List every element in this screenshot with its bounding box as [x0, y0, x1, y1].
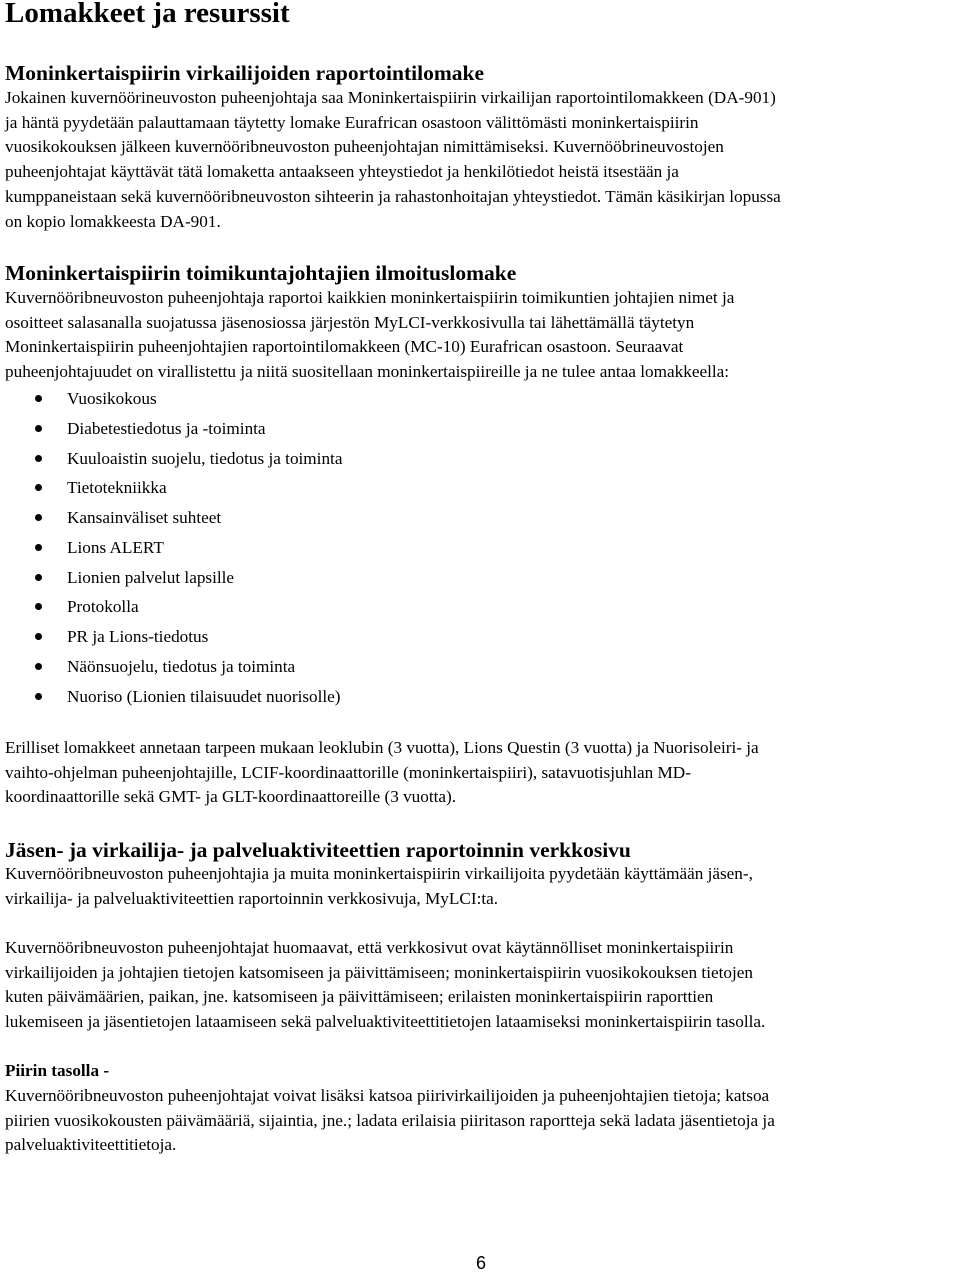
section-paragraph-website-usage [5, 936, 957, 1035]
page-title: Lomakkeet ja resurssit [5, 0, 290, 29]
text-line: ja häntä pyydetään palauttamaan täytetty lomake Eurafrican osastoon välittömästi moninkertaispiirin [5, 112, 699, 132]
text-line: Kuvernööribneuvoston puheenjohtaja raportoi kaikkien moninkertaispiirin toimikuntien johtajien nimet ja [5, 288, 735, 307]
text-line: on kopio lomakkeesta DA-901. [5, 211, 221, 231]
text-line: osoitteet salasanalla suojatussa jäsenosiossa järjestön MyLCI-verkkosivulla tai lähettämällä täytetyn [5, 312, 695, 332]
text-line: Moninkertaispiirin puheenjohtajien raportointilomakkeen (MC-10) Eurafrican osastoon. Seuraavat [5, 337, 684, 357]
section-heading-reporting-website: Jäsen- ja virkailija- ja palveluaktiviteettien raportoinnin verkkosivu [5, 838, 631, 862]
text-line: Kuvernööribneuvoston puheenjohtajat huomaavat, että verkkosivut ovat käytännölliset moninkertaispiirin [5, 938, 734, 957]
bullet-icon [35, 425, 42, 432]
bullet-icon [35, 484, 42, 491]
subheading-district-level: Piirin tasolla - [5, 1061, 110, 1080]
text-line: puheenjohtajat käyttävät tätä lomaketta antaakseen yhteystiedot ja henkilötiedot heistä itsestään ja [5, 162, 679, 182]
bullet-icon [35, 514, 42, 521]
page-number: 6 [476, 1253, 487, 1273]
list-item-label: Protokolla [67, 597, 139, 617]
bullet-icon [35, 455, 42, 462]
list-item-label: PR ja Lions-tiedotus [67, 627, 209, 646]
section-paragraph-committee-form [5, 286, 957, 385]
section-heading-committee-form: Moninkertaispiirin toimikuntajohtajien ilmoituslomake [5, 261, 517, 285]
list-item-label: Vuosikokous [67, 389, 157, 408]
list-item-label: Lionien palvelut lapsille [67, 567, 235, 587]
text-line: kuten päivämäärien, paikan, jne. katsomiseen ja päivittämiseen; erilaisten moninkertaispiirin raporttien [5, 987, 714, 1007]
text-line: virkailijoiden ja johtajien tietojen katsomiseen ja päivittämiseen; moninkertaispiirin vuosikokouksen tietojen [5, 962, 753, 982]
list-item-label: Nuoriso (Lionien tilaisuudet nuorisolle) [67, 686, 341, 706]
section-paragraph-separate-forms [5, 736, 957, 810]
section-heading-officer-report: Moninkertaispiirin virkailijoiden raportointilomake [5, 61, 484, 85]
bullet-icon [35, 603, 42, 610]
text-line: kumppaneistaan sekä kuvernööribneuvoston sihteerin ja rahastonhoitajan yhteystiedot. Tämän käsikirjan lopussa [5, 186, 781, 206]
text-line: Kuvernööribneuvoston puheenjohtajia ja muita moninkertaispiirin virkailijoita pyydetään käyttämään jäsen-, [5, 864, 753, 883]
section-paragraph-mylci [5, 862, 957, 911]
text-line: vuosikokouksen jälkeen kuvernööribneuvoston puheenjohtajan nimittämiseksi. Kuvernööbrineuvostojen [5, 137, 724, 157]
bullet-icon [35, 574, 42, 581]
bullet-icon [35, 663, 42, 670]
text-line: palveluaktiviteettitietoja. [5, 1135, 177, 1155]
list-item-label: Diabetestiedotus ja -toiminta [67, 418, 266, 438]
text-line: koordinaattorille sekä GMT- ja GLT-koordinaattoreille (3 vuotta). [5, 787, 457, 807]
list-item-label: Lions ALERT [67, 537, 164, 557]
list-item-label: Kansainväliset suhteet [67, 508, 222, 527]
text-line: piirien vuosikokousten päivämääriä, sijaintia, jne.; ladata erilaisia piiritason raportteja sekä ladata jäsentietoja ja [5, 1110, 775, 1130]
bullet-icon [35, 693, 42, 700]
bullet-icon [35, 395, 42, 402]
text-line: vaihto-ohjelman puheenjohtajille, LCIF-koordinaattorille (moninkertaispiiri), satavuotisjuhlan MD- [5, 762, 691, 782]
text-line: puheenjohtajuudet on virallistettu ja niitä suositellaan moninkertaispiireille ja ne tulee antaa lomakkeella: [5, 362, 730, 382]
text-line: Erilliset lomakkeet annetaan tarpeen mukaan leoklubin (3 vuotta), Lions Questin (3 vuotta) ja Nuorisoleiri- ja [5, 738, 759, 757]
bullet-icon [35, 633, 42, 640]
list-item-label: Kuuloaistin suojelu, tiedotus ja toiminta [67, 448, 343, 468]
bullet-icon [35, 544, 42, 551]
list-item-label: Tietotekniikka [67, 478, 167, 498]
section-paragraph-officer-report [5, 86, 957, 234]
list-item-label: Näönsuojelu, tiedotus ja toiminta [67, 656, 296, 676]
section-paragraph-district-level [5, 1084, 957, 1158]
text-line: Jokainen kuvernöörineuvoston puheenjohtaja saa Moninkertaispiirin virkailijan raportointilomakkeen (DA-901) [5, 88, 776, 107]
text-line: Kuvernööribneuvoston puheenjohtajat voivat lisäksi katsoa piirivirkailijoiden ja puheenjohtajien tietoja; katsoa [5, 1086, 770, 1105]
text-line: lukemiseen ja jäsentietojen lataamiseen sekä palveluaktiviteettitietojen lataamiseksi moninkertaispiirin tasolla. [5, 1012, 766, 1032]
text-line: virkailija- ja palveluaktiviteettien raportoinnin verkkosivuja, MyLCI:ta. [5, 888, 499, 908]
